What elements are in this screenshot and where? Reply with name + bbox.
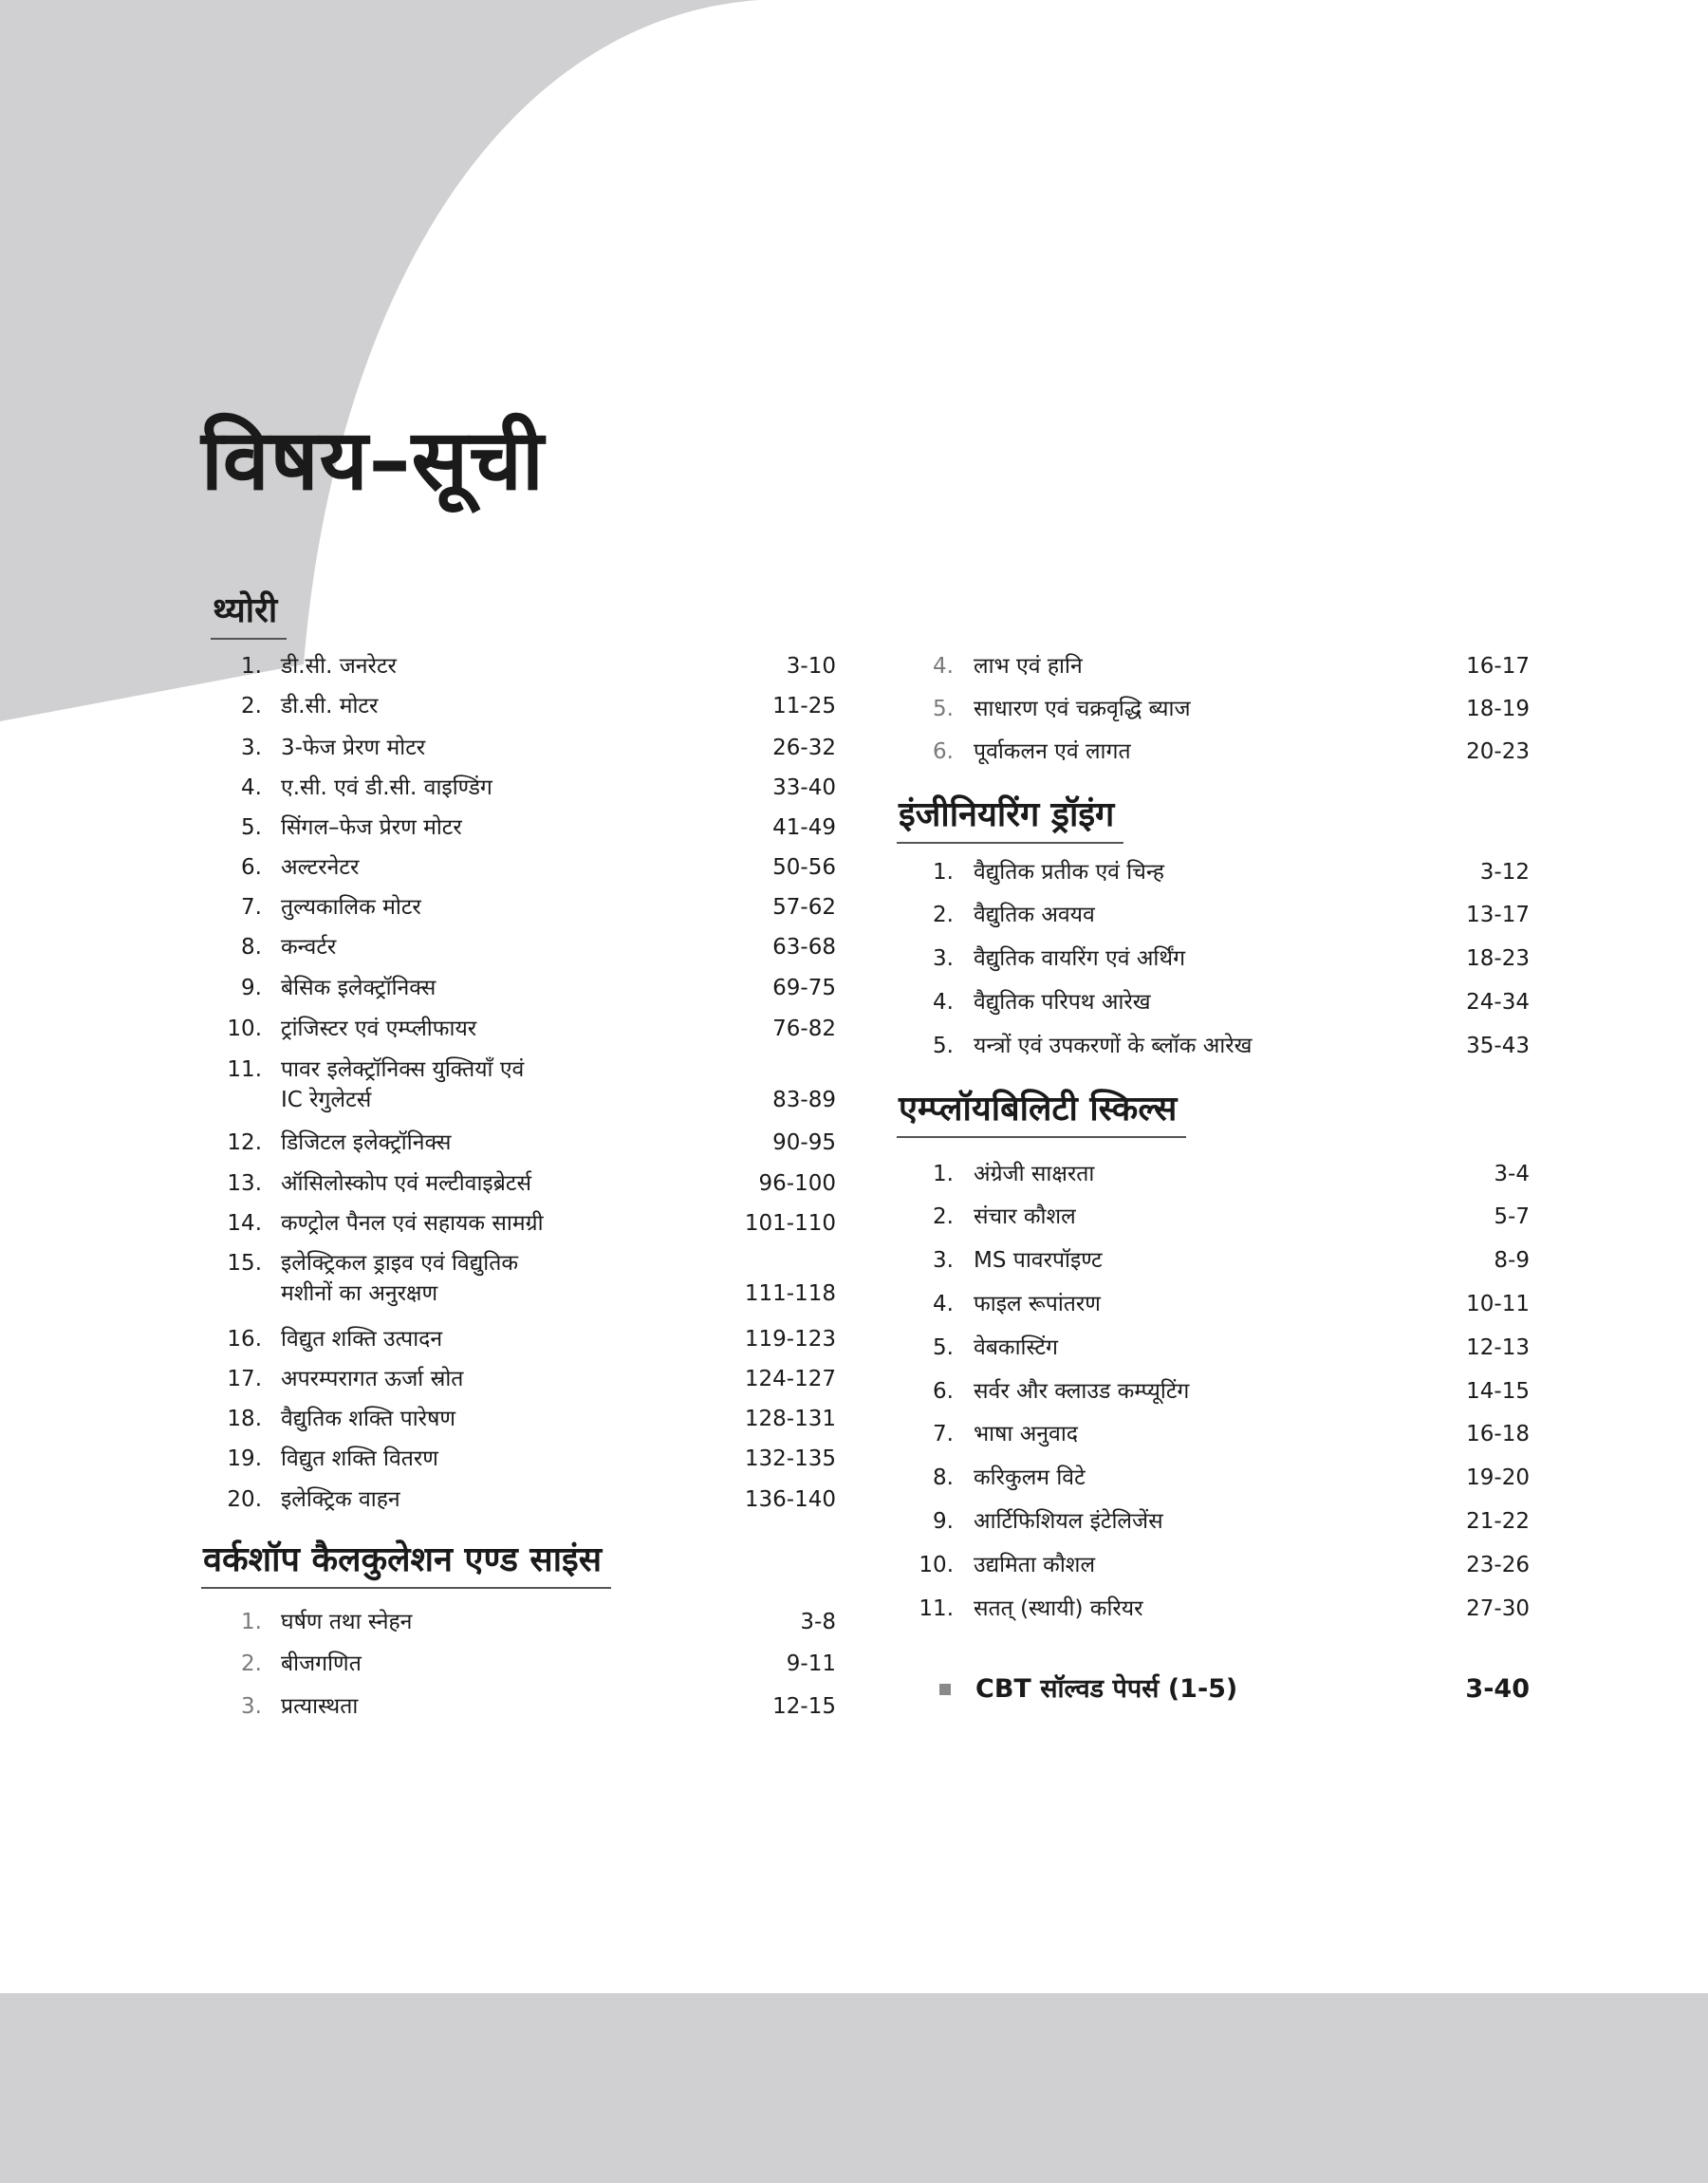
entry-number: 20. [227,1487,262,1512]
entry-page-range: 9-11 [786,1651,836,1676]
entry-number: 4. [241,775,262,800]
entry-title: वैद्युतिक वायरिंग एवं अर्थिंग [974,946,1186,971]
entry-page-range: 24-34 [1466,990,1530,1015]
entry-page-range: 16-17 [1466,654,1530,679]
entry-number: 12. [227,1130,262,1155]
entry-title: MS पावरपॉइण्ट [974,1248,1103,1273]
entry-number: 5. [933,1335,954,1360]
entry-page-range: 12-15 [772,1694,836,1719]
entry-number: 8. [933,1465,954,1490]
entry-title: डी.सी. मोटर [281,694,379,718]
entry-title: वैद्युतिक प्रतीक एवं चिन्ह [974,860,1164,885]
entry-title: वैद्युतिक परिपथ आरेख [974,990,1151,1015]
entry-page-range: 20-23 [1466,739,1530,764]
entry-number: 5. [241,815,262,840]
entry-page-range: 50-56 [772,855,836,880]
entry-title: ट्रांजिस्टर एवं एम्प्लीफायर [281,1017,477,1041]
entry-page-range: 3-8 [800,1610,836,1634]
entry-page-range: 3-4 [1494,1162,1530,1186]
entry-number: 3. [241,1694,262,1719]
entry-title: अंग्रेजी साक्षरता [974,1162,1095,1186]
entry-page-range: 3-40 [1465,1674,1530,1704]
entry-number: 8. [241,935,262,960]
entry-number: 2. [933,1204,954,1229]
entry-title: बीजगणित [281,1651,362,1676]
entry-title: फाइल रूपांतरण [974,1292,1101,1316]
entry-page-range: 19-20 [1466,1465,1530,1490]
entry-number: 1. [241,654,262,679]
entry-page-range: 8-9 [1494,1248,1530,1273]
entry-title: वेबकास्टिंग [974,1335,1058,1360]
entry-title: ए.सी. एवं डी.सी. वाइण्डिंग [281,775,492,800]
entry-page-range: 83-89 [772,1088,836,1112]
entry-title: डी.सी. जनरेटर [281,654,397,679]
entry-page-range: 35-43 [1466,1034,1530,1058]
entry-page-range: 23-26 [1466,1553,1530,1577]
entry-title: भाषा अनुवाद [974,1422,1078,1446]
entry-title: उद्यमिता कौशल [974,1553,1096,1577]
entry-title: सतत् (स्थायी) करियर [974,1596,1143,1621]
entry-page-range: 119-123 [744,1327,836,1352]
bottom-band [0,1993,1708,2183]
entry-page-range: 27-30 [1466,1596,1530,1621]
entry-title-line2: मशीनों का अनुरक्षण [281,1281,438,1306]
entry-number: 18. [227,1407,262,1431]
entry-title: 3-फेज प्रेरण मोटर [281,736,426,760]
entry-page-range: 63-68 [772,935,836,960]
entry-title: साधारण एवं चक्रवृद्धि ब्याज [974,697,1191,721]
entry-number: 3. [933,1248,954,1273]
entry-title: तुल्यकालिक मोटर [281,895,421,920]
entry-number: 2. [241,694,262,718]
entry-page-range: 21-22 [1466,1509,1530,1534]
entry-number: 1. [933,1162,954,1186]
entry-title: सिंगल–फेज प्रेरण मोटर [281,815,462,840]
entry-number: 19. [227,1446,262,1471]
entry-title: कण्ट्रोल पैनल एवं सहायक सामग्री [281,1211,544,1236]
entry-number: 9. [241,976,262,1000]
entry-page-range: 18-19 [1466,697,1530,721]
entry-page-range: 124-127 [744,1367,836,1391]
entry-number: 3. [933,946,954,971]
entry-number: 6. [933,1379,954,1404]
square-bullet-icon [939,1684,951,1695]
entry-title-line2: IC रेगुलेटर्स [281,1088,372,1112]
entry-number: 16. [227,1327,262,1352]
section-heading-workshop: वर्कशॉप कैलकुलेशन एण्ड साइंस [201,1538,611,1589]
entry-page-range: 3-10 [786,654,836,679]
entry-number: 13. [227,1171,262,1196]
entry-title: ऑसिलोस्कोप एवं मल्टीवाइब्रेटर्स [281,1171,531,1196]
entry-title: घर्षण तथा स्नेहन [281,1610,413,1634]
page-title: विषय–सूची [201,411,545,509]
entry-page-range: 128-131 [744,1407,836,1431]
entry-number: 11. [227,1057,262,1082]
entry-page-range: 5-7 [1494,1204,1530,1229]
entry-page-range: 90-95 [772,1130,836,1155]
entry-title: इलेक्ट्रिक वाहन [281,1487,400,1512]
entry-page-range: 13-17 [1466,903,1530,927]
entry-number: 1. [933,860,954,885]
entry-title: वैद्युतिक अवयव [974,903,1095,927]
entry-title: सर्वर और क्लाउड कम्प्यूटिंग [974,1379,1190,1404]
entry-page-range: 69-75 [772,976,836,1000]
entry-title: कन्वर्टर [281,935,337,960]
entry-number: 17. [227,1367,262,1391]
entry-number: 6. [933,739,954,764]
entry-page-range: 101-110 [744,1211,836,1236]
entry-title: संचार कौशल [974,1204,1076,1229]
entry-title: आर्टिफिशियल इंटेलिजेंस [974,1509,1163,1534]
entry-number: 14. [227,1211,262,1236]
entry-page-range: 14-15 [1466,1379,1530,1404]
entry-number: 2. [933,903,954,927]
entry-number: 10. [227,1017,262,1041]
entry-title: अल्टरनेटर [281,855,360,880]
section-heading-drawing: इंजीनियरिंग ड्रॉइंग [897,793,1123,844]
entry-title: यन्त्रों एवं उपकरणों के ब्लॉक आरेख [974,1034,1253,1058]
entry-number: 6. [241,855,262,880]
entry-page-range: 132-135 [744,1446,836,1471]
entry-page-range: 11-25 [772,694,836,718]
entry-number: 5. [933,1034,954,1058]
entry-title: डिजिटल इलेक्ट्रॉनिक्स [281,1130,452,1155]
entry-title: लाभ एवं हानि [974,654,1083,679]
entry-page-range: 136-140 [744,1487,836,1512]
entry-title: बेसिक इलेक्ट्रॉनिक्स [281,976,436,1000]
entry-number: 4. [933,1292,954,1316]
entry-page-range: 57-62 [772,895,836,920]
section-heading-employability: एम्प्लॉयबिलिटी स्किल्स [897,1087,1186,1138]
entry-number: 3. [241,736,262,760]
entry-number: 7. [241,895,262,920]
entry-title: पावर इलेक्ट्रॉनिक्स युक्तियाँ एवं [281,1057,525,1082]
entry-number: 4. [933,990,954,1015]
entry-page-range: 10-11 [1466,1292,1530,1316]
entry-number: 10. [919,1553,954,1577]
entry-title: वैद्युतिक शक्ति पारेषण [281,1407,456,1431]
entry-title: विद्युत शक्ति वितरण [281,1446,438,1471]
entry-page-range: 18-23 [1466,946,1530,971]
entry-title: अपरम्परागत ऊर्जा स्रोत [281,1367,464,1391]
entry-title: करिकुलम विटे [974,1465,1086,1490]
entry-number: 11. [919,1596,954,1621]
entry-page-range: 76-82 [772,1017,836,1041]
entry-number: 7. [933,1422,954,1446]
entry-number: 2. [241,1651,262,1676]
entry-number: 1. [241,1610,262,1634]
section-heading-theory: थ्योरी [211,588,287,640]
entry-page-range: 111-118 [744,1281,836,1306]
entry-page-range: 12-13 [1466,1335,1530,1360]
entry-page-range: 33-40 [772,775,836,800]
entry-number: 4. [933,654,954,679]
entry-number: 15. [227,1251,262,1276]
entry-title: इलेक्ट्रिकल ड्राइव एवं विद्युतिक [281,1251,518,1276]
corner-arc-shape [0,0,759,721]
entry-page-range: 16-18 [1466,1422,1530,1446]
entry-title: प्रत्यास्थता [281,1694,359,1719]
entry-page-range: 41-49 [772,815,836,840]
entry-number: 5. [933,697,954,721]
entry-page-range: 96-100 [758,1171,836,1196]
entry-title: पूर्वाकलन एवं लागत [974,739,1131,764]
entry-title: CBT सॉल्वड पेपर्स (1-5) [975,1674,1238,1704]
entry-number: 9. [933,1509,954,1534]
entry-page-range: 26-32 [772,736,836,760]
entry-page-range: 3-12 [1479,860,1530,885]
entry-title: विद्युत शक्ति उत्पादन [281,1327,443,1352]
